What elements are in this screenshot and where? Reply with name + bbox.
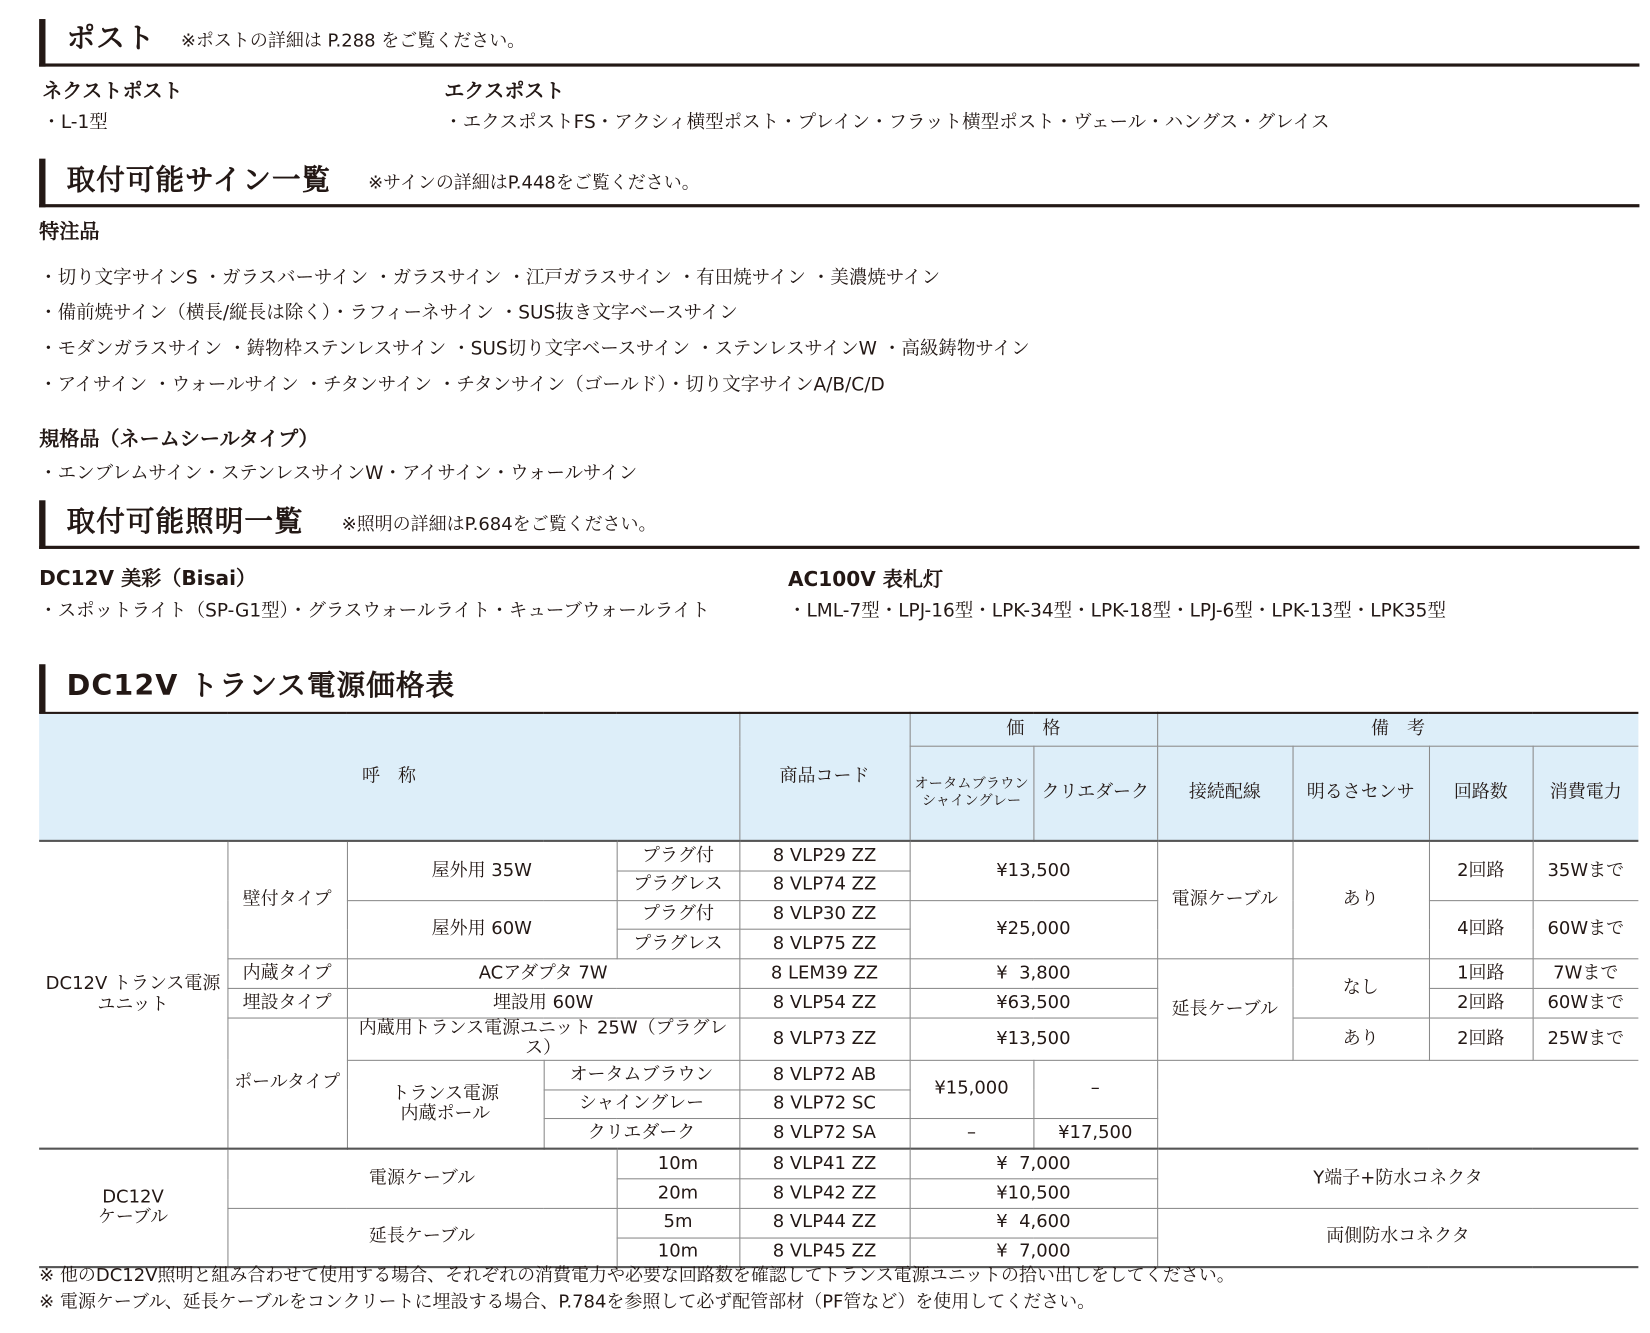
- footnote: ※ 他のDC12V照明と組み合わせて使用する場合、それぞれの消費電力や必要な回路数を確認してトランス電源ユニットの拾い出しをしてください。: [39, 1265, 1235, 1287]
- price: ¥ 7,000: [910, 1238, 1158, 1268]
- special-line: ・切り文字サインS ・ガラスバーサイン ・ガラスサイン ・江戸ガラスサイン ・有田焼サイン ・美濃焼サイン: [39, 267, 941, 289]
- length: 10m: [617, 1238, 740, 1268]
- product-code: 8 VLP73 ZZ: [739, 1018, 909, 1060]
- power: 60Wまで: [1533, 988, 1639, 1017]
- price: ¥63,500: [910, 988, 1158, 1017]
- header-name: 呼 称: [39, 713, 739, 841]
- circuits: 1回路: [1429, 959, 1533, 988]
- section-note: ※サインの詳細はP.448をご覧ください。: [368, 172, 700, 194]
- section-title: DC12V トランス電源価格表: [66, 669, 456, 703]
- model-name: 屋外用 60W: [347, 900, 617, 959]
- sensor: あり: [1293, 1018, 1429, 1060]
- product-code: 8 VLP30 ZZ: [739, 900, 909, 929]
- product-code: 8 VLP42 ZZ: [739, 1179, 909, 1208]
- circuits: 2回路: [1429, 988, 1533, 1017]
- header-autumn-shine: オータムブラウン シャイングレー: [910, 746, 1034, 841]
- price-clear: ¥17,500: [1033, 1119, 1157, 1149]
- special-title: 特注品: [39, 220, 100, 244]
- price-clear: –: [1033, 1060, 1157, 1119]
- table-row: [39, 1208, 1638, 1237]
- group-title: エクスポスト: [444, 79, 565, 103]
- group-items: ・LML-7型・LPJ-16型・LPK-34型・LPK-18型・LPJ-6型・LPK-13型・LPK35型: [787, 600, 1446, 622]
- special-line: ・モダンガラスサイン ・鋳物枠ステンレスサイン ・SUS切り文字ベースサイン ・ステンレスサインW ・高級鋳物サイン: [39, 338, 1030, 360]
- product-code: 8 VLP54 ZZ: [739, 988, 909, 1017]
- type-pole: ポールタイプ: [227, 1018, 347, 1149]
- remark: Y端子+防水コネクタ: [1157, 1149, 1638, 1208]
- product-code: 8 VLP75 ZZ: [739, 930, 909, 959]
- remark: 両側防水コネクタ: [1157, 1208, 1638, 1267]
- group-title: ネクストポスト: [42, 79, 183, 103]
- group-title: AC100V 表札灯: [787, 567, 944, 592]
- section-lights: [39, 500, 1639, 549]
- empty-cell: [1157, 1060, 1638, 1149]
- model-name: 電源ケーブル: [227, 1149, 616, 1208]
- product-code: 8 VLP72 SC: [739, 1090, 909, 1119]
- price: ¥13,500: [910, 841, 1158, 900]
- header-power: 消費電力: [1533, 746, 1639, 841]
- color: オータムブラウン: [544, 1060, 740, 1089]
- price: ¥10,500: [910, 1179, 1158, 1208]
- section-price-table: [39, 664, 1639, 713]
- length: 10m: [617, 1149, 740, 1179]
- header-circuits: 回路数: [1429, 746, 1533, 841]
- standard-items: ・エンブレムサイン・ステンレスサインW・アイサイン・ウォールサイン: [39, 463, 638, 485]
- table-row: [39, 1018, 1638, 1060]
- price: ¥25,000: [910, 900, 1158, 959]
- group-title: DC12V 美彩（Bisai）: [39, 566, 257, 591]
- wiring: 延長ケーブル: [1157, 959, 1292, 1060]
- type-wall: 壁付タイプ: [227, 841, 347, 959]
- type-builtin: 内蔵タイプ: [227, 959, 347, 988]
- color: シャイングレー: [544, 1090, 740, 1119]
- group-items: ・L-1型: [42, 112, 108, 134]
- section-title: 取付可能サイン一覧: [66, 163, 332, 197]
- circuits: 4回路: [1429, 900, 1533, 959]
- power: 25Wまで: [1533, 1018, 1639, 1060]
- special-line: ・備前焼サイン（横長/縦長は除く）・ラフィーネサイン ・SUS抜き文字ベースサイン: [39, 302, 738, 324]
- length: 20m: [617, 1179, 740, 1208]
- price-table: [39, 712, 1638, 1269]
- product-code: 8 VLP41 ZZ: [739, 1149, 909, 1179]
- product-code: 8 VLP44 ZZ: [739, 1208, 909, 1237]
- price-autumn-shine: ¥15,000: [910, 1060, 1034, 1119]
- sensor: なし: [1293, 959, 1429, 1018]
- product-code: 8 VLP45 ZZ: [739, 1238, 909, 1268]
- header-remarks: 備 考: [1157, 713, 1638, 746]
- color: クリエダーク: [544, 1119, 740, 1149]
- variant: プラグレス: [617, 871, 740, 900]
- model-name: 内蔵用トランス電源ユニット 25W（プラグレス）: [347, 1018, 739, 1060]
- variant: プラグ付: [617, 900, 740, 929]
- wiring: 電源ケーブル: [1157, 841, 1292, 959]
- price-autumn-shine: –: [910, 1119, 1034, 1149]
- group-unit: DC12V トランス電源ユニット: [39, 841, 227, 1149]
- model-name: 埋設用 60W: [347, 988, 739, 1017]
- variant: プラグレス: [617, 930, 740, 959]
- model-name: ACアダプタ 7W: [347, 959, 739, 988]
- table-row: [39, 841, 1638, 871]
- circuits: 2回路: [1429, 841, 1533, 900]
- section-signs: [39, 159, 1639, 208]
- power: 7Wまで: [1533, 959, 1639, 988]
- price: ¥ 4,600: [910, 1208, 1158, 1237]
- circuits: 2回路: [1429, 1018, 1533, 1060]
- group-items: ・スポットライト（SP-G1型）・グラスウォールライト・キューブウォールライト: [39, 600, 710, 622]
- header-wiring: 接続配線: [1157, 746, 1292, 841]
- header-sensor: 明るさセンサ: [1293, 746, 1429, 841]
- power: 60Wまで: [1533, 900, 1639, 959]
- length: 5m: [617, 1208, 740, 1237]
- model-name: 延長ケーブル: [227, 1208, 616, 1267]
- section-note: ※ポストの詳細は P.288 をご覧ください。: [180, 30, 526, 52]
- type-buried: 埋設タイプ: [227, 988, 347, 1017]
- section-title: ポスト: [66, 22, 156, 56]
- group-items: ・エクスポストFS・アクシィ横型ポスト・プレイン・フラット横型ポスト・ヴェール・ハングス・グレイス: [444, 112, 1330, 134]
- product-code: 8 VLP29 ZZ: [739, 841, 909, 871]
- variant: プラグ付: [617, 841, 740, 871]
- product-code: 8 VLP72 SA: [739, 1119, 909, 1149]
- standard-title: 規格品（ネームシールタイプ）: [39, 427, 319, 451]
- model-name: 屋外用 35W: [347, 841, 617, 900]
- section-title: 取付可能照明一覧: [66, 505, 304, 539]
- header-code: 商品コード: [739, 713, 909, 841]
- price: ¥ 3,800: [910, 959, 1158, 988]
- footnote: ※ 電源ケーブル、延長ケーブルをコンクリートに埋設する場合、P.784を参照して必ず配管部材（PF管など）を使用してください。: [39, 1291, 1096, 1313]
- product-code: 8 VLP74 ZZ: [739, 871, 909, 900]
- section-post: [39, 19, 1639, 67]
- price: ¥ 7,000: [910, 1149, 1158, 1179]
- product-code: 8 VLP72 AB: [739, 1060, 909, 1089]
- group-cable: DC12V ケーブル: [39, 1149, 227, 1268]
- power: 35Wまで: [1533, 841, 1639, 900]
- price: ¥13,500: [910, 1018, 1158, 1060]
- product-code: 8 LEM39 ZZ: [739, 959, 909, 988]
- header-price: 価 格: [910, 713, 1158, 746]
- model-name: トランス電源 内蔵ポール: [347, 1060, 544, 1149]
- section-note: ※照明の詳細はP.684をご覧ください。: [341, 514, 657, 536]
- table-row: [39, 959, 1638, 988]
- header-clear: クリエダーク: [1033, 746, 1157, 841]
- sensor: あり: [1293, 841, 1429, 959]
- table-row: [39, 1149, 1638, 1179]
- special-line: ・アイサイン ・ウォールサイン ・チタンサイン ・チタンサイン（ゴールド）・切り文字サインA/B/C/D: [39, 374, 885, 396]
